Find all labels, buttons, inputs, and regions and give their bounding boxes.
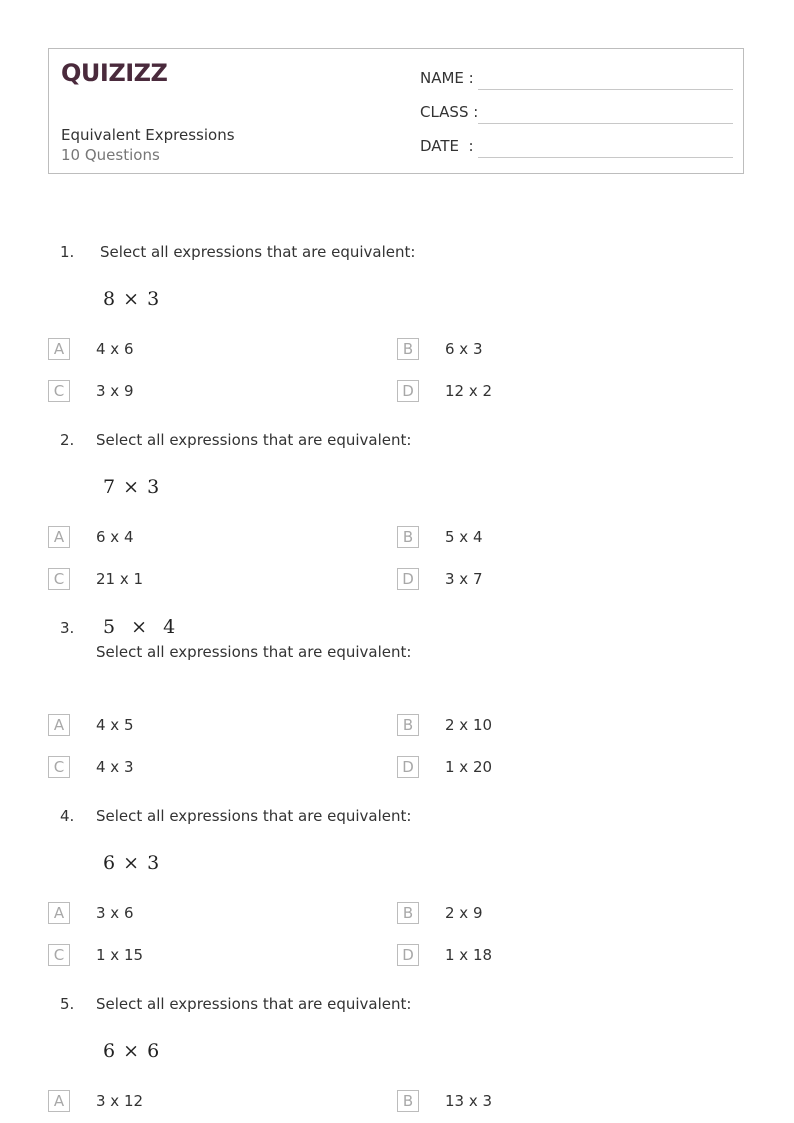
question-number: 4.	[60, 807, 75, 825]
option-b-text: 5 x 4	[445, 528, 483, 546]
option-b-box[interactable]: B	[397, 902, 419, 924]
option-a-text: 6 x 4	[96, 528, 134, 546]
question-number: 5.	[60, 995, 75, 1013]
option-c-text: 1 x 15	[96, 946, 144, 964]
option-a-box[interactable]: A	[48, 338, 70, 360]
math-expression: 6 × 6	[103, 1040, 160, 1062]
question-prompt: Select all expressions that are equivalent:	[100, 243, 416, 261]
option-b-box[interactable]: B	[397, 526, 419, 548]
option-c-box[interactable]: C	[48, 756, 70, 778]
option-d-text: 3 x 7	[445, 570, 483, 588]
date-label: DATE :	[420, 137, 474, 155]
option-b-box[interactable]: B	[397, 338, 419, 360]
option-b-text: 2 x 10	[445, 716, 493, 734]
question-number: 1.	[60, 243, 75, 261]
math-expression: 5 × 4	[103, 616, 176, 638]
option-b-text: 2 x 9	[445, 904, 483, 922]
option-c-text: 4 x 3	[96, 758, 134, 776]
option-a-box[interactable]: A	[48, 714, 70, 736]
quizizz-logo: QUIZIZZ	[61, 59, 168, 87]
option-d-box[interactable]: D	[397, 756, 419, 778]
option-b-box[interactable]: B	[397, 1090, 419, 1112]
name-label: NAME :	[420, 69, 474, 87]
math-expression: 8 × 3	[103, 288, 160, 310]
option-a-box[interactable]: A	[48, 1090, 70, 1112]
option-c-box[interactable]: C	[48, 944, 70, 966]
name-field-line[interactable]	[478, 89, 733, 90]
option-b-text: 6 x 3	[445, 340, 483, 358]
option-a-text: 4 x 5	[96, 716, 134, 734]
option-a-text: 4 x 6	[96, 340, 134, 358]
option-d-box[interactable]: D	[397, 944, 419, 966]
question-prompt: Select all expressions that are equivalent:	[96, 643, 412, 661]
question-number: 3.	[60, 619, 75, 637]
option-d-text: 1 x 18	[445, 946, 493, 964]
math-expression: 7 × 3	[103, 476, 160, 498]
option-c-box[interactable]: C	[48, 568, 70, 590]
option-a-text: 3 x 6	[96, 904, 134, 922]
option-c-box[interactable]: C	[48, 380, 70, 402]
question-prompt: Select all expressions that are equivalent:	[96, 807, 412, 825]
question-count: 10 Questions	[61, 146, 160, 164]
option-a-box[interactable]: A	[48, 902, 70, 924]
option-a-box[interactable]: A	[48, 526, 70, 548]
option-b-box[interactable]: B	[397, 714, 419, 736]
option-d-box[interactable]: D	[397, 380, 419, 402]
class-label: CLASS :	[420, 103, 479, 121]
option-b-text: 13 x 3	[445, 1092, 493, 1110]
option-c-text: 21 x 1	[96, 570, 144, 588]
option-a-text: 3 x 12	[96, 1092, 144, 1110]
class-field-line[interactable]	[478, 123, 733, 124]
option-c-text: 3 x 9	[96, 382, 134, 400]
math-expression: 6 × 3	[103, 852, 160, 874]
option-d-text: 1 x 20	[445, 758, 493, 776]
question-number: 2.	[60, 431, 75, 449]
option-d-text: 12 x 2	[445, 382, 493, 400]
worksheet-title: Equivalent Expressions	[61, 126, 235, 144]
worksheet-header	[48, 48, 744, 174]
option-d-box[interactable]: D	[397, 568, 419, 590]
question-prompt: Select all expressions that are equivalent:	[96, 431, 412, 449]
date-field-line[interactable]	[478, 157, 733, 158]
question-prompt: Select all expressions that are equivalent:	[96, 995, 412, 1013]
